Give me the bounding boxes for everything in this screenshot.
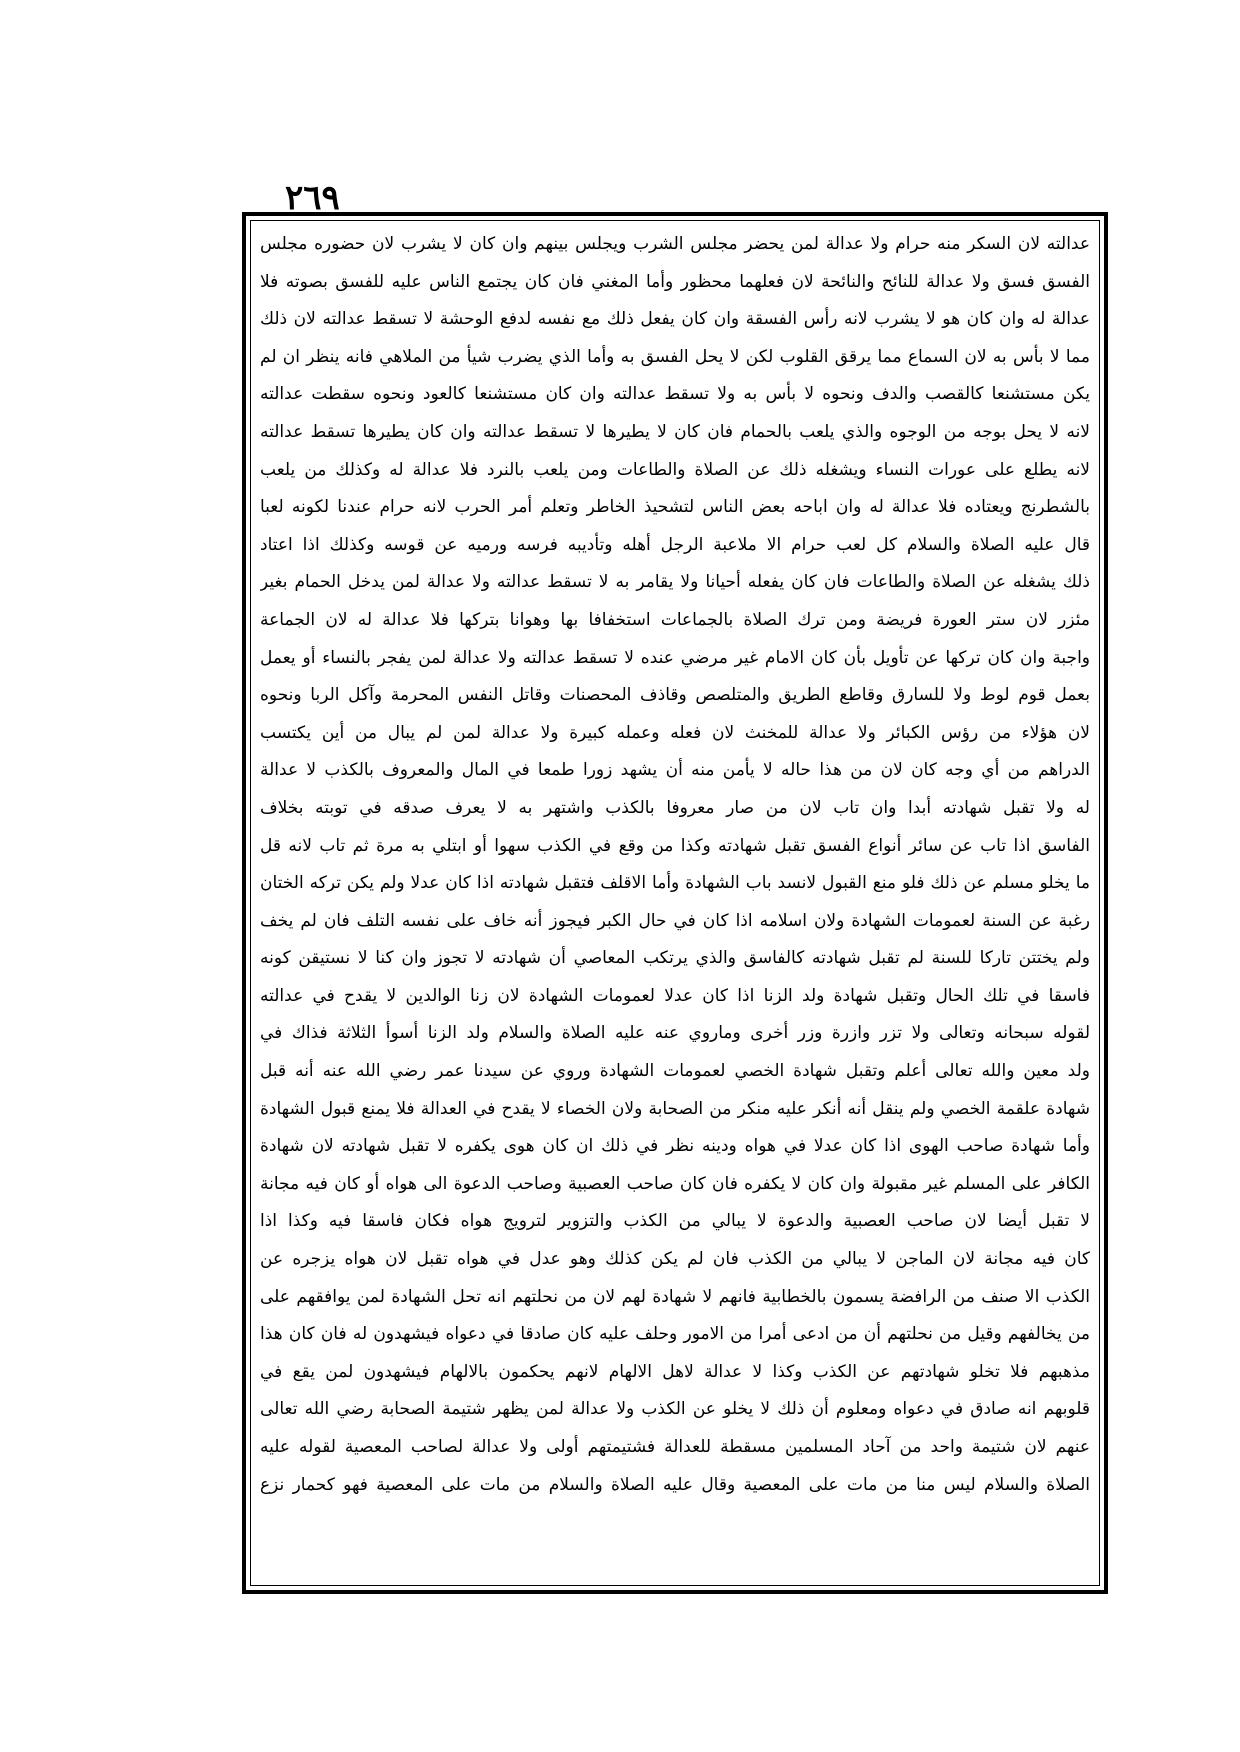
text-line: الفسق فسق ولا عدالة للنائح والنائحة لان فعلهما محظور وأما المغني فان كان يجتمع الناس عليه للفسق بصوته فلا <box>260 271 1090 292</box>
text-line: ولم يختتن تاركا للسنة لم تقبل شهادته كالفاسق والذي يرتكب المعاصي أن شهادته لا تجوز وان كنا لا نستيقن كونه <box>260 948 1090 969</box>
text-line: ذلك يشغله عن الصلاة والطاعات فان كان يفعله أحيانا ولا يقامر به لا تسقط عدالته ولا عدالة لمن يدخل الحمام بغير <box>260 572 1090 593</box>
text-line: عنهم لان شتيمة واحد من آحاد المسلمين مسقطة للعدالة فشتيمتهم أولى ولا عدالة لصاحب المعصية لقوله عليه <box>260 1437 1090 1457</box>
text-line: الدراهم من أي وجه كان لان من هذا حاله لا يأمن منه أن يشهد زورا طمعا في المال والمعروف بالكذب لا عدالة <box>260 760 1090 781</box>
text-line: قلوبهم انه صادق في دعواه ومعلوم أن ذلك لا يخلو عن الكذب ولا عدالة لمن يظهر شتيمة الصحابة رضي الله تعالى <box>260 1399 1090 1420</box>
text-line: لانه يطلع على عورات النساء ويشغله ذلك عن الصلاة والطاعات ومن يلعب بالنرد فلا عدالة له وكذلك من يلعب <box>260 459 1090 480</box>
text-line: بعمل قوم لوط ولا للسارق وقاطع الطريق والمتلصص وقاذف المحصنات وقاتل النفس المحرمة وآكل الربا ونحوه <box>260 685 1090 706</box>
text-line: يكن مستشنعا كالقصب والدف ونحوه لا بأس به ولا تسقط عدالته وان كان مستشنعا كالعود ونحوه سقطت عدالته <box>260 384 1090 405</box>
text-line: له ولا تقبل شهادته أبدا وان تاب لان من صار معروفا بالكذب واشتهر به لا يعرف صدقه في توبته بخلاف <box>260 797 1090 818</box>
text-line: عدالة له وان كان هو لا يشرب لانه رأس الفسقة وان كان يفعل ذلك مع نفسه لدفع الوحشة لا تسقط عدالته لان ذلك <box>260 309 1090 330</box>
text-line: مما لا بأس به لان السماع مما يرقق القلوب لكن لا يحل الفسق به وأما الذي يضرب شيأ من الملاهي فانه ينظر ان لم <box>260 346 1090 367</box>
text-line: ولد معين والله تعالى أعلم وتقبل شهادة الخصي لعمومات الشهادة وروي عن سيدنا عمر رضي الله عنه أنه قبل <box>260 1061 1090 1082</box>
text-line: وأما شهادة صاحب الهوى اذا كان عدلا في هواه ودينه نظر في ذلك ان كان هوى يكفره لا تقبل شهادته لان شهادة <box>260 1136 1090 1157</box>
text-line: عدالته لان السكر منه حرام ولا عدالة لمن يحضر مجلس الشرب ويجلس بينهم وان كان لا يشرب لان حضوره مجلس <box>260 234 1090 254</box>
text-line: الكذب الا صنف من الرافضة يسمون بالخطابية فانهم لا شهادة لهم لان من نحلتهم انه تحل الشهادة لمن يوافقهم على <box>260 1286 1090 1307</box>
text-line: لانه لا يحل بوجه من الوجوه والذي يلعب بالحمام فان كان لا يطيرها لا تسقط عدالته وان كان يطيرها تسقط عدالته <box>260 421 1090 442</box>
text-line: شهادة علقمة الخصي ولم ينقل أنه أنكر عليه منكر من الصحابة ولان الخصاء لا يقدح في العدالة فلا يمنع قبول الشهادة <box>260 1098 1090 1119</box>
text-line: فاسقا في تلك الحال وتقبل شهادة ولد الزنا اذا كان عدلا لعمومات الشهادة لان زنا الوالدين لا يقدح في عدالته <box>260 985 1090 1006</box>
body-text <box>254 226 1096 1582</box>
page-number: ٢٦٩ <box>285 178 340 218</box>
text-line: ما يخلو مسلم عن ذلك فلو منع القبول لانسد باب الشهادة وأما الاقلف فتقبل شهادته اذا كان عدلا ولم يكن تركه الختان <box>260 873 1090 894</box>
text-line: مئزر لان ستر العورة فريضة ومن ترك الصلاة بالجماعات استخفافا بها وهوانا بتركها فلا عدالة له لان الجماعة <box>260 609 1090 630</box>
text-line: لقوله سبحانه وتعالى ولا تزر وازرة وزر أخرى وماروي عنه عليه الصلاة والسلام ولد الزنا أسوأ الثلاثة فذاك في <box>260 1023 1090 1044</box>
text-line: رغبة عن السنة لعمومات الشهادة ولان اسلامه اذا كان في حال الكبر فيجوز أنه خاف على نفسه التلف فان لم يخف <box>260 910 1090 931</box>
text-line: الصلاة والسلام ليس منا من مات على المعصية وقال عليه الصلاة والسلام من مات على المعصية فهو كحمار نزع <box>260 1474 1090 1495</box>
text-line: كان فيه مجانة لان الماجن لا يبالي من الكذب فان لم يكن كذلك وهو عدل في هواه تقبل لان هواه يزجره عن <box>260 1249 1090 1270</box>
text-line: لان هؤلاء من رؤس الكبائر ولا عدالة للمخنث لان فعله وعمله كبيرة ولا عدالة لمن لم يبال من أين يكتسب <box>260 722 1090 743</box>
text-line: لا تقبل أيضا لان صاحب العصبية والدعوة لا يبالي من الكذب والتزوير لترويج هواه فكان فاسقا فيه وكذا اذا <box>260 1211 1090 1232</box>
text-line: الفاسق اذا تاب عن سائر أنواع الفسق تقبل شهادته وكذا من وقع في الكذب سهوا أو ابتلي به مرة ثم تاب لانه قل <box>260 835 1090 856</box>
text-line: بالشطرنج ويعتاده فلا عدالة له وان اباحه بعض الناس لتشحيذ الخاطر وتعلم أمر الحرب لانه حرام عندنا لكونه لعبا <box>260 497 1090 518</box>
text-line: مذهبهم فلا تخلو شهادتهم عن الكذب وكذا لا عدالة لاهل الالهام لانهم يحكمون بالالهام فيشهدون لمن يقع في <box>260 1361 1090 1382</box>
text-line: الكافر على المسلم غير مقبولة وان كان لا يكفره فان كان صاحب العصبية وصاحب الدعوة الى هواه أو كان فيه مجانة <box>260 1173 1090 1194</box>
text-line: من يخالفهم وقيل من نحلتهم أن من ادعى أمرا من الامور وحلف عليه كان صادقا في دعواه فيشهدون له فان كان هذا <box>260 1324 1090 1345</box>
text-line: واجبة وان كان تركها عن تأويل بأن كان الامام غير مرضي عنده لا تسقط عدالته ولا عدالة لمن يفجر بالنساء أو يعمل <box>260 647 1090 668</box>
text-line: قال عليه الصلاة والسلام كل لعب حرام الا ملاعبة الرجل أهله وتأديبه فرسه ورميه عن قوسه وكذلك اذا اعتاد <box>260 534 1090 555</box>
